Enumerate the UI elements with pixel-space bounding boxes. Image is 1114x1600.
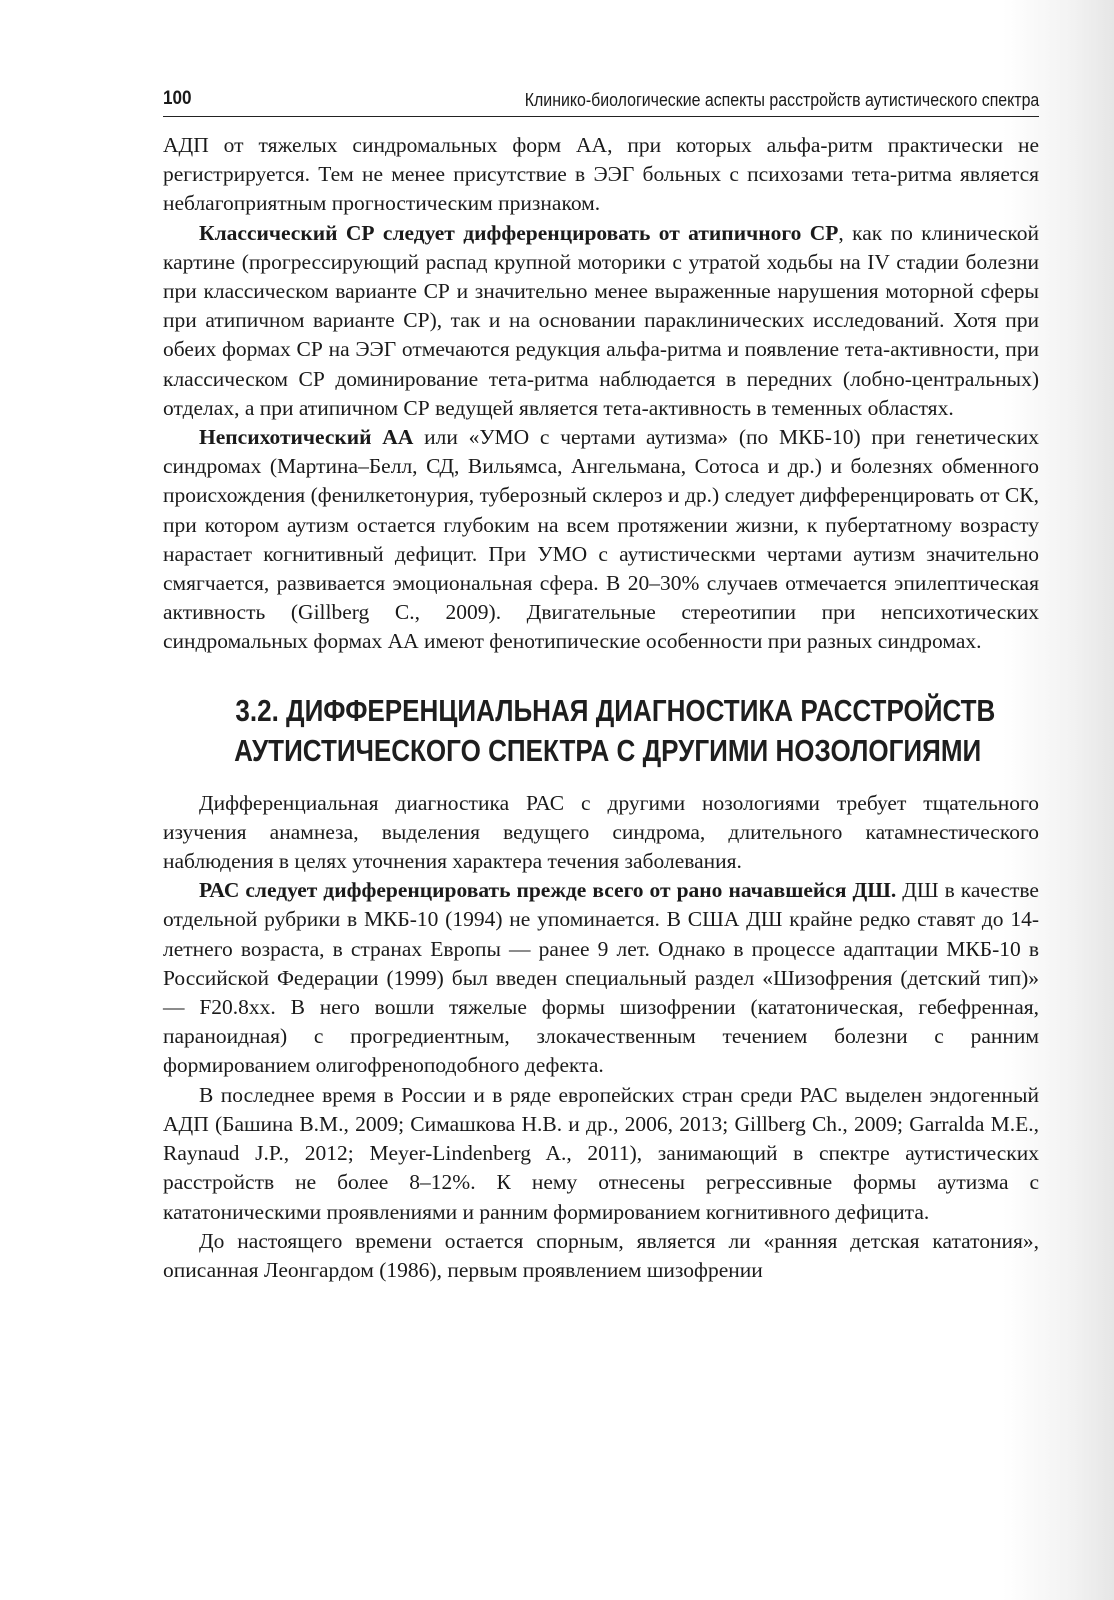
paragraph-1 [163, 131, 1039, 219]
paragraph-1-text: АДП от тяжелых синдромальных форм АА, при которых альфа-ритм практически не регистрируется. Тем не менее присутствие в ЭЭГ больных с психозами тета-ритма является неблагоприятным прогностическим признаком. [163, 133, 1039, 216]
paragraph-3 [163, 423, 1039, 657]
paragraph-3-text: или «УМО с чертами аутизма» (по МКБ-10) при генетических синдромах (Мартина–Белл, СД, Вильямса, Ангельмана, Сотоса и др.) и болезнях обменного происхождения (фенилкетонурия, туберозный склероз и др.) следует дифференцировать от СК, при котором аутизм остается глубоким на всем протяжении жизни, к пубертатному возрасту нарастает когнитивный дефицит. При УМО с аутистическми чертами аутизм значительно смягчается, развивается эмоциональная сфера. В 20–30% случаев отмечается эпилептическая активность (Gillberg C., 2009). Двигательные стереотипии при непсихотических синдромальных формах АА имеют фенотипические особенности при разных синдромах. [163, 425, 1039, 654]
paragraph-2-bold-lead: Классический СР следует дифференцировать от атипичного СР [199, 220, 839, 245]
paragraph-7-text: До настоящего времени остается спорным, является ли «ранняя детская кататония», описанная Леонгардом (1986), первым проявлением шизофрении [163, 1228, 1039, 1282]
running-title: Клинико-биологические аспекты расстройств аутистического спектра [524, 89, 1039, 110]
paragraph-5-text: ДШ в качестве отдельной рубрики в МКБ-10 (1994) не упоминается. В США ДШ крайне редко ставят до 14-летнего возраста, в странах Европы — ранее 9 лет. Однако в процессе адаптации МКБ-10 в Российской Федерации (1999) был введен специальный раздел «Шизофрения (детский тип)» — F20.8хх. В него вошли тяжелые формы шизофрении (кататоническая, гебефренная, параноидная) с прогредиентным, злокачественным течением болезни с ранним формированием олигофреноподобного дефекта. [163, 878, 1039, 1078]
paragraph-6 [163, 1081, 1039, 1227]
paragraph-5-bold-lead: РАС следует дифференцировать прежде всего от рано начавшейся ДШ. [199, 878, 897, 903]
page-number: 100 [163, 88, 192, 109]
section-heading-line-2: АУТИСТИЧЕСКОГО СПЕКТРА С ДРУГИМИ НОЗОЛОГИЯМИ [234, 732, 982, 768]
paragraph-4 [163, 789, 1039, 877]
paragraph-2-text: , как по клинической картине (прогрессирующий распад крупной моторики с утратой ходьбы на IV стадии болезни при классическом варианте СР и значительно менее выраженные нарушения моторной сферы при атипичном варианте СР), так и на основании параклинических исследований. Хотя при обеих формах СР на ЭЭГ отмечаются редукция альфа-ритма и появление тета-активности, при классическом СР доминирование тета-ритма наблюдается в передних (лобно-центральных) отделах, а при атипичном СР ведущей является тета-активность в теменных областях. [163, 220, 1039, 420]
paragraph-3-bold-lead: Непсихотический АА [199, 425, 414, 450]
section-heading [163, 691, 1039, 771]
paragraph-7 [163, 1227, 1039, 1285]
running-header [163, 80, 1039, 117]
paragraph-5 [163, 876, 1039, 1080]
section-heading-line-1: 3.2. ДИФФЕРЕНЦИАЛЬНАЯ ДИАГНОСТИКА РАССТРОЙСТВ [235, 692, 996, 728]
paragraph-2 [163, 219, 1039, 423]
paragraph-4-text: Дифференциальная диагностика РАС с другими нозологиями требует тщательного изучения анамнеза, выделения ведущего синдрома, длительного катамнестического наблюдения в целях уточнения характера течения заболевания. [163, 790, 1039, 874]
paragraph-6-text: В последнее время в России и в ряде европейских стран среди РАС выделен эндогенный АДП (Башина В.М., 2009; Симашкова Н.В. и др., 2006, 2013; Gillberg Ch., 2009; Garralda M.E., Raynaud J.P., 2012; Meyer-Lindenberg A., 2011), занимающий в спектре аутистических расстройств не более 8–12%. К нему отнесены регрессивные формы аутизма с кататоническими проявлениями и ранним формированием когнитивного дефицита. [163, 1082, 1039, 1224]
page-body [163, 131, 1039, 1285]
book-page [163, 80, 1039, 1285]
